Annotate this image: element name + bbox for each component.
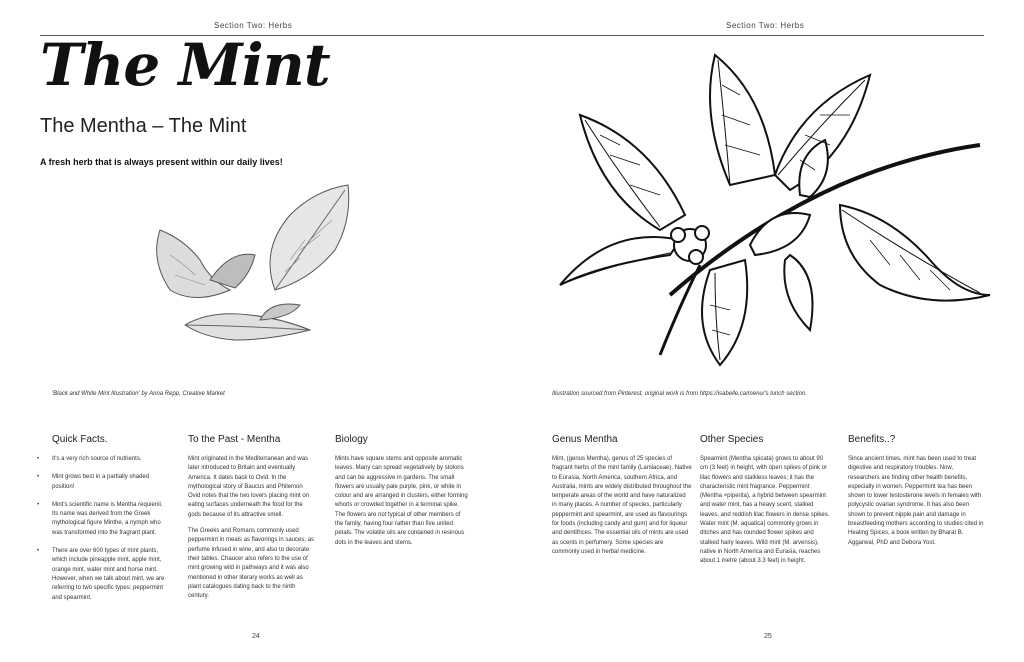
biology-text: Mints have square stems and opposite aromatic leaves. Many can spread vegetatively by stolons and can be aggressive in gardens. The small flowers are usually pale purple, pink, or white in colour and are arranged in clusters, either forming whorls or crowded together in a terminal spike. The flowers are not typical of other members of the family, having four rather than five united petals. The volatile oils are contained in resinous dots in the leaves and stems. (335, 456, 468, 546)
image-caption-right: Illustration sourced from Pinterest, original work is from https://isabelle.ca/menu/'s lunch section. (552, 391, 807, 397)
to-the-past-paragraph-1: Mint originated in the Mediterranean and was later introduced to Britain and eventually America. It dates back to Ovid. In the mythological story of Baucus and Philemon Ovid notes that the two lovers placing mint on eating surfaces underneath the food for the gods because of its attractive smell. (188, 456, 310, 518)
section-header-right: Section Two: Herbs (726, 21, 805, 30)
quick-facts-column (37, 434, 170, 612)
other-species-column (700, 434, 830, 574)
page-number-left: 24 (252, 633, 260, 640)
quick-facts-list (37, 455, 170, 603)
bullet-icon: • (37, 474, 40, 481)
image-caption-left: 'Black and White Mint Illustration' by Anna Repp, Creative Market (52, 391, 225, 397)
leaf-bottom (702, 260, 747, 365)
other-species-heading: Other Species (700, 434, 764, 445)
tagline: A fresh herb that is always present within our daily lives! (40, 157, 283, 167)
biology-heading: Biology (335, 434, 368, 445)
genus-mentha-heading: Genus Mentha (552, 434, 618, 445)
benefits-heading: Benefits..? (848, 434, 896, 445)
benefits-column (848, 434, 984, 555)
other-species-text: Spearmint (Mentha spicata) grows to about 90 cm (3 feet) in height, with open spikes of pink or lilac flowers and stalkless leaves; it has the characteristic mint fragrance. Peppermint (Mentha ×piperita), a hybrid between spearmint and water mint, has a heavy scent, stalked leaves, and reddish lilac flowers in dense spikes. Water mint (M. aquatica) commonly grows in ditches and has rounded flower spikes and stalked hairy leaves. Wild mint (M. arvensis), native in North America and Eurasia, reaches about 1 metre (about 3.3 feet) in height. (700, 456, 830, 565)
genus-mentha-column (552, 434, 692, 564)
list-item: • It's a very rich source of nutrients. (52, 455, 170, 464)
page-title: The Mint (40, 31, 330, 99)
mint-sprig-illustration (550, 45, 990, 375)
small-leaf (260, 304, 300, 320)
list-item: • Mint grows best in a partially shaded position! (37, 474, 150, 490)
genus-mentha-text: Mint, (genus Mentha), genus of 25 species of fragrant herbs of the mint family (Lamiaceae). Native to Eurasia, North America, southern Africa, and Australia, mints are widely distributed throughout the temperate areas of the world and have naturalized in many places. A number of species, particularly peppermint and spearmint, are used as flavourings for foods (including candy and gum) and for liqueur and dentifrices. The essential oils of mints are used as scents in perfumery. Some species are commonly used in herbal medicine. (552, 456, 692, 555)
header-rule-right (512, 35, 984, 36)
biology-column (335, 434, 470, 555)
bullet-icon: • (37, 548, 40, 555)
page-number-right: 25 (764, 633, 772, 640)
leaf-mid (750, 213, 810, 255)
mint-leaves-illustration (140, 180, 360, 340)
quick-facts-heading: Quick Facts. (52, 434, 108, 445)
section-header-left: Section Two: Herbs (214, 21, 293, 30)
to-the-past-heading: To the Past - Mentha (188, 434, 281, 445)
leaf-lower-right (784, 255, 812, 330)
to-the-past-paragraph-2: The Greeks and Romans commonly used peppermint in meals as flavorings in sauces, as perfume infused in wine, and also to decorate their tables. Chaucer also refers to the use of mint growing wild in pathways and it was also mentioned in other literary works as well as plant catalogues dating back to the ninth century. (188, 528, 315, 600)
benefits-text: Since ancient times, mint has been used to treat digestive and respiratory troubles. Now, researchers are finding other health benefits, especially in women. Peppermint tea has been shown to lower testosterone levels in females with polycystic ovarian syndrome. It has also been shown to prevent nipple pain and damage in breastfeeding mothers according to studies cited in Healing Spices, a book written by Bharat B. Aggarwal, PhD and Debora Yost. (848, 456, 984, 546)
leaf-left-upper (580, 115, 685, 230)
right-page (512, 0, 1024, 662)
bullet-icon: • (37, 456, 40, 462)
bullet-icon: • (37, 501, 40, 508)
page-subtitle: The Mentha – The Mint (40, 115, 247, 137)
to-the-past-column (188, 434, 316, 608)
list-item: • Mint's scientific name is Mentha requienii. Its name was derived from the Greek mythological figure Minthe, a nymph who was transformed into the fragrant plant. (37, 501, 163, 536)
curled-leaf (157, 230, 230, 298)
list-item: • There are over 600 types of mint plants, which include pineapple mint, apple mint, orange mint, water mint and horse mint. However, when we talk about mint, we are referring to two specific types: peppermint and spearmint. (37, 548, 165, 601)
stem-lower (660, 265, 700, 355)
